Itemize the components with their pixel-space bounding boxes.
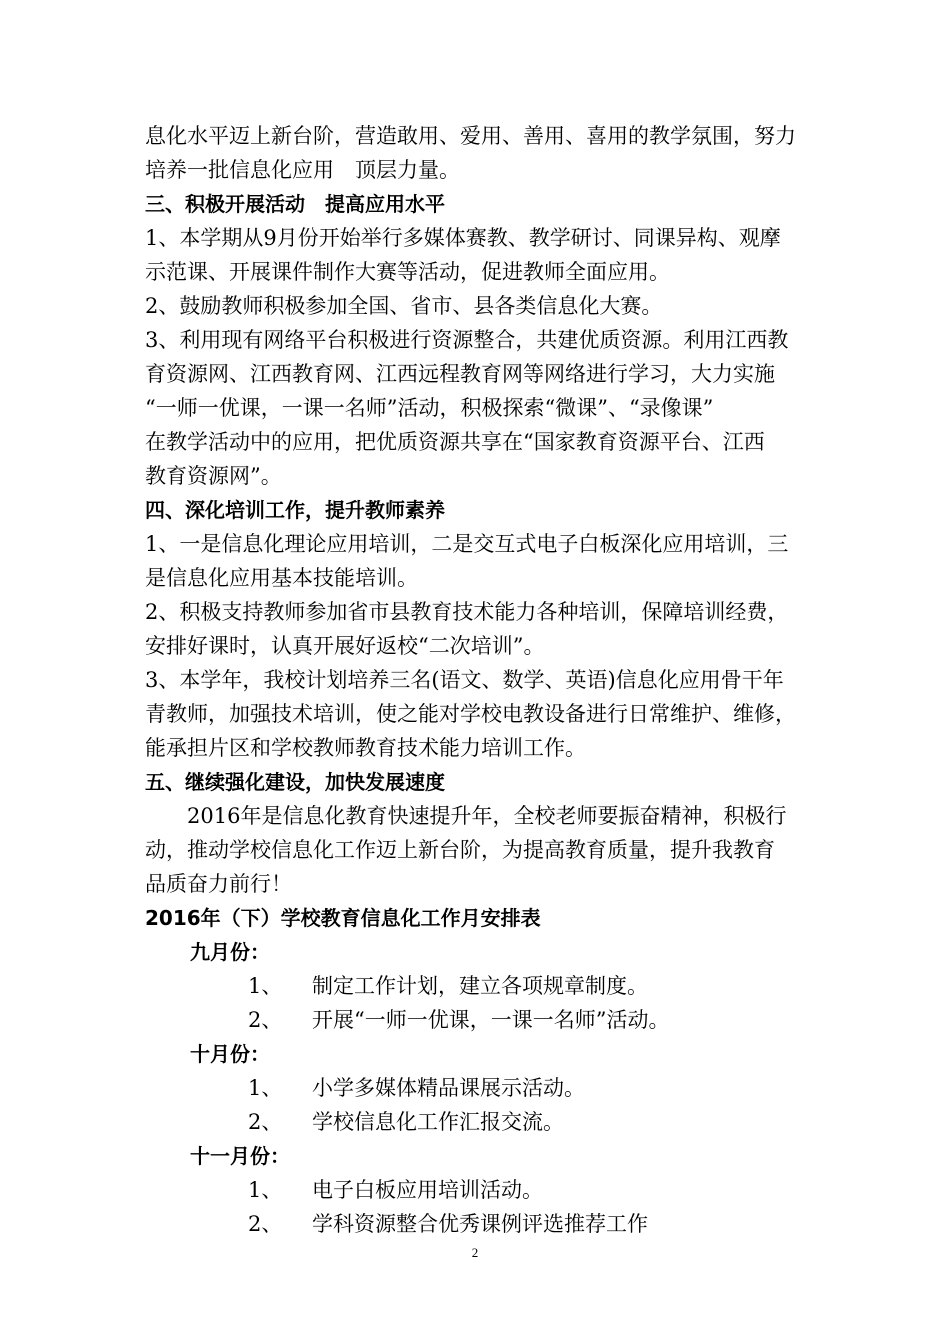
item-text: 开展“一师一优课，一课一名师”活动。 [312,1008,670,1032]
body-line: 2016年是信息化教育快速提升年，全校老师要振奋精神，积极行 [145,804,787,828]
item-number: 1、 [248,1178,283,1202]
body-line: 在教学活动中的应用，把优质资源共享在“国家教育资源平台、江西 [145,430,765,454]
item-text: 学校信息化工作汇报交流。 [312,1110,564,1134]
section-heading: 五、继续强化建设，加快发展速度 [145,770,445,794]
item-text: 小学多媒体精品课展示活动。 [312,1076,585,1100]
body-line: 示范课、开展课件制作大赛等活动，促进教师全面应用。 [145,260,670,284]
item-text: 学科资源整合优秀课例评选推荐工作 [312,1212,648,1236]
item-number: 1、 [248,1076,283,1100]
body-line: 青教师，加强技术培训，使之能对学校电教设备进行日常维护、维修， [145,702,796,726]
body-line: “一师一优课，一课一名师”活动，积极探索“微课”、“录像课” [145,396,714,420]
month-label: 十一月份： [190,1144,290,1168]
body-line: 品质奋力前行！ [145,872,292,896]
body-line: 动，推动学校信息化工作迈上新台阶，为提高教育质量，提升我教育 [145,838,775,862]
item-number: 1、 [248,974,283,998]
body-line: 能承担片区和学校教师教育技术能力培训工作。 [145,736,586,760]
item-number: 2、 [248,1008,283,1032]
section-heading: 四、深化培训工作，提升教师素养 [145,498,445,522]
item-text: 电子白板应用培训活动。 [312,1178,543,1202]
month-label: 九月份： [190,940,270,964]
body-line: 2、鼓励教师积极参加全国、省市、县各类信息化大赛。 [145,294,663,318]
body-line: 是信息化应用基本技能培训。 [145,566,418,590]
body-line: 安排好课时，认真开展好返校“二次培训”。 [145,634,545,658]
body-line: 息化水平迈上新台阶，营造敢用、爱用、善用、喜用的教学氛围，努力 [145,124,796,148]
body-line: 育资源网、江西教育网、江西远程教育网等网络进行学习，大力实施 [145,362,775,386]
section-heading: 三、积极开展活动 提高应用水平 [145,192,445,216]
month-label: 十月份： [190,1042,270,1066]
body-line: 1、一是信息化理论应用培训，二是交互式电子白板深化应用培训，三 [145,532,789,556]
body-line: 3、本学年，我校计划培养三名(语文、数学、英语)信息化应用骨干年 [145,668,784,692]
body-line: 培养一批信息化应用 顶层力量。 [145,158,460,182]
body-line: 3、利用现有网络平台积极进行资源整合，共建优质资源。利用江西教 [145,328,789,352]
body-line: 2、积极支持教师参加省市县教育技术能力各种培训，保障培训经费， [145,600,789,624]
item-number: 2、 [248,1212,283,1236]
item-number: 2、 [248,1110,283,1134]
body-line: 1、本学期从9月份开始举行多媒体赛教、教学研讨、同课异构、观摩 [145,226,781,250]
schedule-title: 2016年（下）学校教育信息化工作月安排表 [145,906,541,930]
body-line: 教育资源网”。 [145,464,282,488]
item-text: 制定工作计划，建立各项规章制度。 [312,974,648,998]
page-number: 2 [471,1245,479,1260]
